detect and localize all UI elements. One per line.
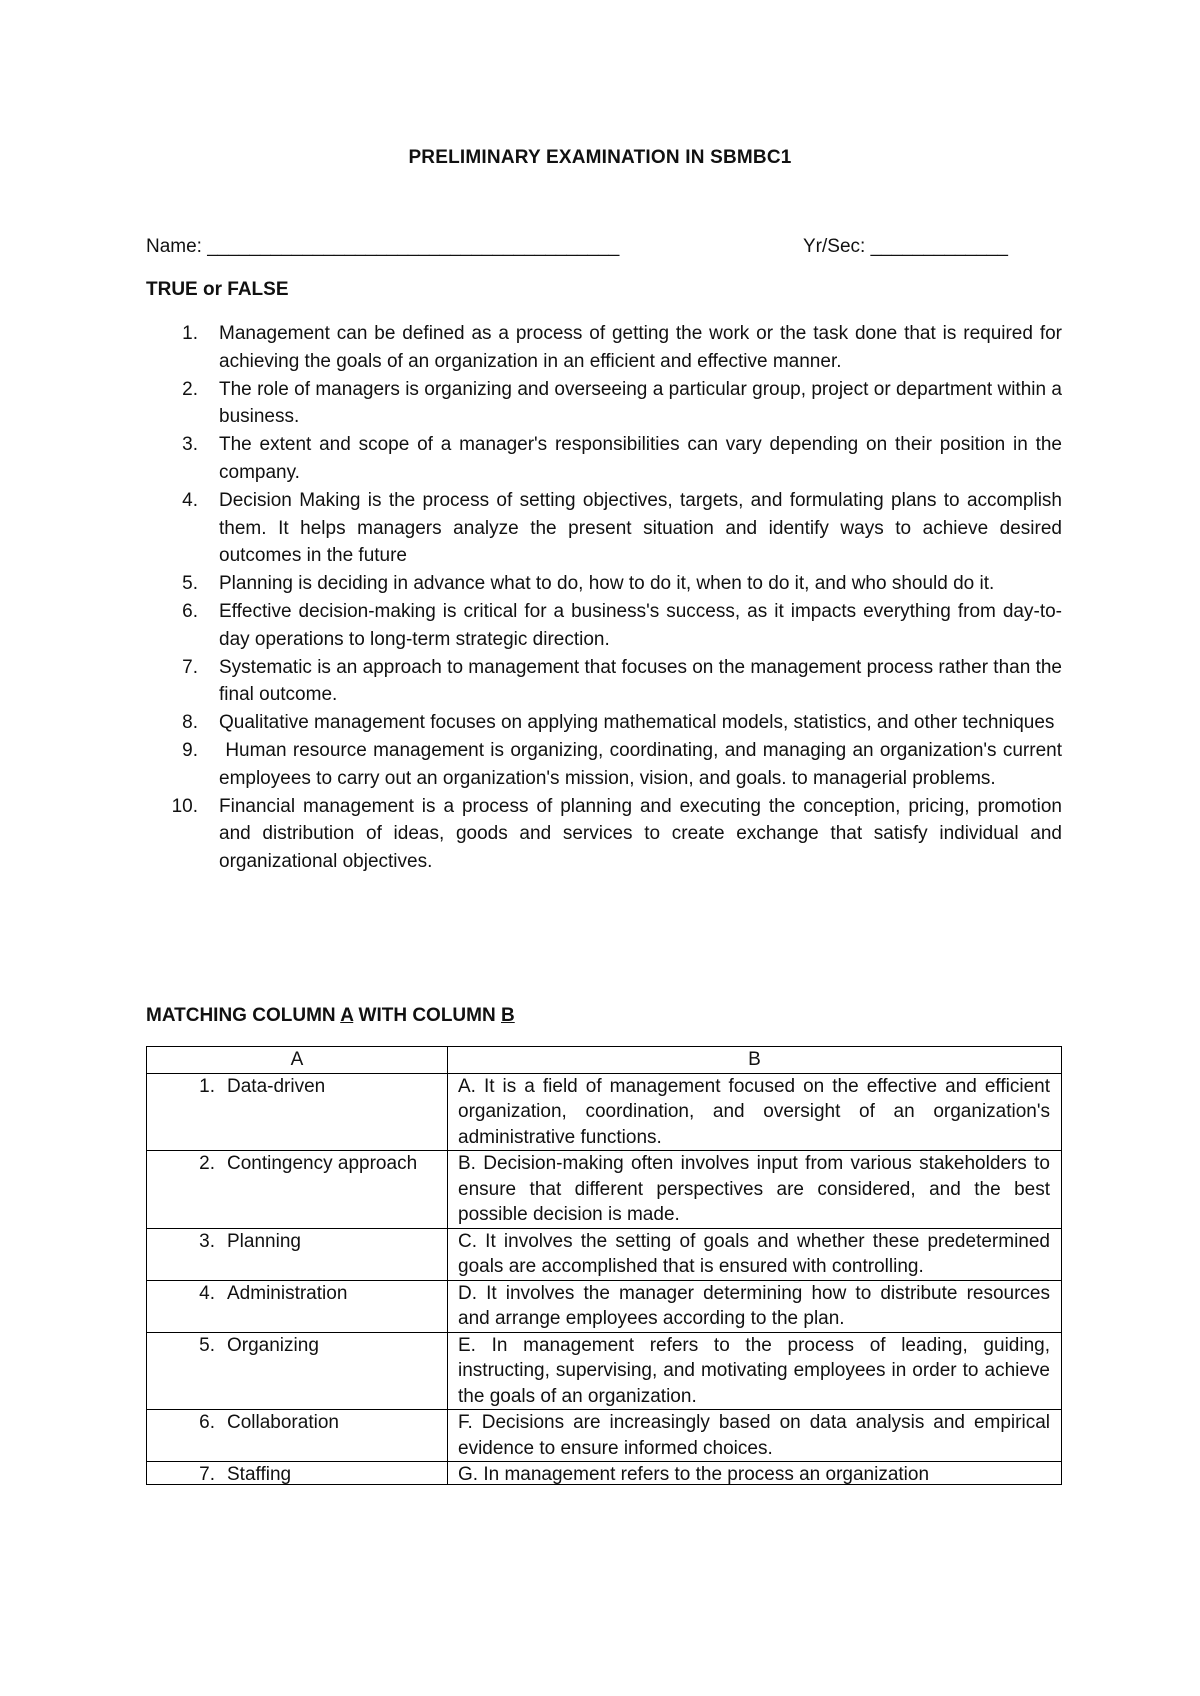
- matching-heading-middle: WITH COLUMN: [353, 1005, 501, 1026]
- table-row: [147, 1228, 1062, 1280]
- true-false-item-8: [146, 709, 1062, 737]
- column-b-cell: C. It involves the setting of goals and whether these predetermined goals are accomplished that is ensured with controlling.: [448, 1228, 1062, 1280]
- matching-heading-prefix: MATCHING COLUMN: [146, 1005, 341, 1026]
- matching-heading: [146, 1005, 515, 1027]
- column-a-cell: [147, 1151, 448, 1229]
- item-number: 5.: [182, 573, 198, 595]
- yr-sec-field-line: Yr/Sec: _____________: [803, 236, 1008, 257]
- table-row: [147, 1073, 1062, 1151]
- term-number: 3.: [199, 1230, 215, 1252]
- true-false-item-3: [146, 431, 1062, 487]
- term-text: Organizing: [227, 1334, 319, 1356]
- column-a-cell: [147, 1280, 448, 1332]
- term-text: Administration: [227, 1282, 348, 1304]
- item-text: Financial management is a process of planning and executing the conception, pricing, promotion and distribution of ideas, goods and services to create exchange that satisfy individual and organizational objectives.: [219, 795, 1062, 873]
- term-text: Staffing: [227, 1464, 292, 1484]
- term-number: 1.: [199, 1075, 215, 1097]
- term-number: 7.: [199, 1464, 215, 1484]
- term-text: Collaboration: [227, 1412, 339, 1433]
- matching-heading-column-a: A: [340, 1005, 354, 1026]
- true-false-item-1: [146, 320, 1062, 376]
- item-number: 8.: [182, 712, 198, 734]
- column-b-cell: D. It involves the manager determining how to distribute resources and arrange employees according to the plan.: [448, 1280, 1062, 1332]
- item-number: 2.: [182, 378, 198, 400]
- item-number: 10.: [171, 795, 198, 817]
- true-false-item-10: [146, 793, 1062, 876]
- table-row: [147, 1410, 1062, 1462]
- item-text: Effective decision-making is critical for a business's success, as it impacts everything from day-to-day operations to long-term strategic direction.: [219, 600, 1062, 650]
- true-false-item-7: [146, 654, 1062, 710]
- true-false-item-9: [146, 737, 1068, 793]
- item-number: 7.: [182, 656, 198, 678]
- item-text: The extent and scope of a manager's responsibilities can vary depending on their position in the company.: [219, 434, 1062, 483]
- term-number: 2.: [199, 1153, 215, 1174]
- item-text: Planning is deciding in advance what to do, how to do it, when to do it, and who should do it.: [219, 573, 995, 595]
- column-a-cell: [147, 1228, 448, 1280]
- matching-heading-column-b: B: [501, 1005, 515, 1026]
- item-number: 1.: [182, 323, 198, 344]
- item-text: Decision Making is the process of setting objectives, targets, and formulating plans to accomplish them. It helps managers analyze the present situation and identify ways to achieve desired outcomes in the future: [219, 489, 1062, 567]
- desc-cell-content: G. In management refers to the process an organization: [458, 1464, 930, 1484]
- column-b-cell: F. Decisions are increasingly based on data analysis and empirical evidence to ensure informed choices.: [448, 1410, 1062, 1462]
- column-a-cell: [147, 1332, 448, 1410]
- column-a-cell: [147, 1410, 448, 1462]
- true-false-item-2: [146, 376, 1062, 432]
- term-number: 5.: [199, 1334, 215, 1356]
- column-b-cell: B. Decision-making often involves input from various stakeholders to ensure that different perspectives are considered, and the best possible decision is made.: [448, 1151, 1062, 1229]
- item-text: Qualitative management focuses on applying mathematical models, statistics, and other techniques: [219, 712, 1055, 734]
- term-text: Planning: [227, 1230, 301, 1252]
- true-false-item-5: [146, 570, 1062, 598]
- column-a-cell: [147, 1073, 448, 1151]
- true-false-item-6: [146, 598, 1062, 654]
- term-number: 6.: [199, 1412, 215, 1433]
- item-text: Management can be defined as a process of getting the work or the task done that is required for achieving the goals of an organization in an efficient and effective manner.: [219, 323, 1062, 372]
- item-text: Systematic is an approach to management that focuses on the management process rather than the final outcome.: [219, 656, 1062, 706]
- item-number: 4.: [182, 489, 198, 511]
- matching-table: [146, 1046, 1062, 1485]
- column-a-header: A: [147, 1047, 448, 1074]
- true-false-heading: TRUE or FALSE: [146, 279, 289, 300]
- term-cell-content: [147, 1462, 436, 1484]
- table-row: [147, 1332, 1062, 1410]
- column-a-cell: [147, 1462, 448, 1485]
- name-field-line: Name: _______________________________________: [146, 236, 620, 257]
- column-b-cell: [448, 1462, 1062, 1485]
- item-number: 6.: [182, 600, 198, 622]
- term-text: Data-driven: [227, 1075, 326, 1097]
- column-b-cell: A. It is a field of management focused on the effective and efficient organization, coordination, and oversight of an organization's administrative functions.: [448, 1073, 1062, 1151]
- item-number: 3.: [182, 434, 198, 456]
- exam-title: PRELIMINARY EXAMINATION IN SBMBC1: [408, 147, 792, 168]
- column-b-cell: E. In management refers to the process of leading, guiding, instructing, supervising, and motivating employees in order to achieve the goals of an organization.: [448, 1332, 1062, 1410]
- item-text: Human resource management is organizing, coordinating, and managing an organization's current employees to carry out an organization's mission, vision, and goals. to managerial problems.: [219, 739, 1068, 789]
- column-b-header: B: [448, 1047, 1062, 1074]
- item-text: The role of managers is organizing and overseeing a particular group, project or department within a business.: [219, 378, 1062, 428]
- term-number: 4.: [199, 1282, 215, 1304]
- true-false-item-4: [146, 487, 1062, 570]
- true-false-list: [146, 320, 1068, 876]
- table-row: [147, 1151, 1062, 1229]
- item-number: 9.: [182, 739, 198, 761]
- table-row: [147, 1462, 1062, 1485]
- table-header-row: [147, 1047, 1062, 1074]
- term-text: Contingency approach: [227, 1153, 418, 1174]
- table-row: [147, 1280, 1062, 1332]
